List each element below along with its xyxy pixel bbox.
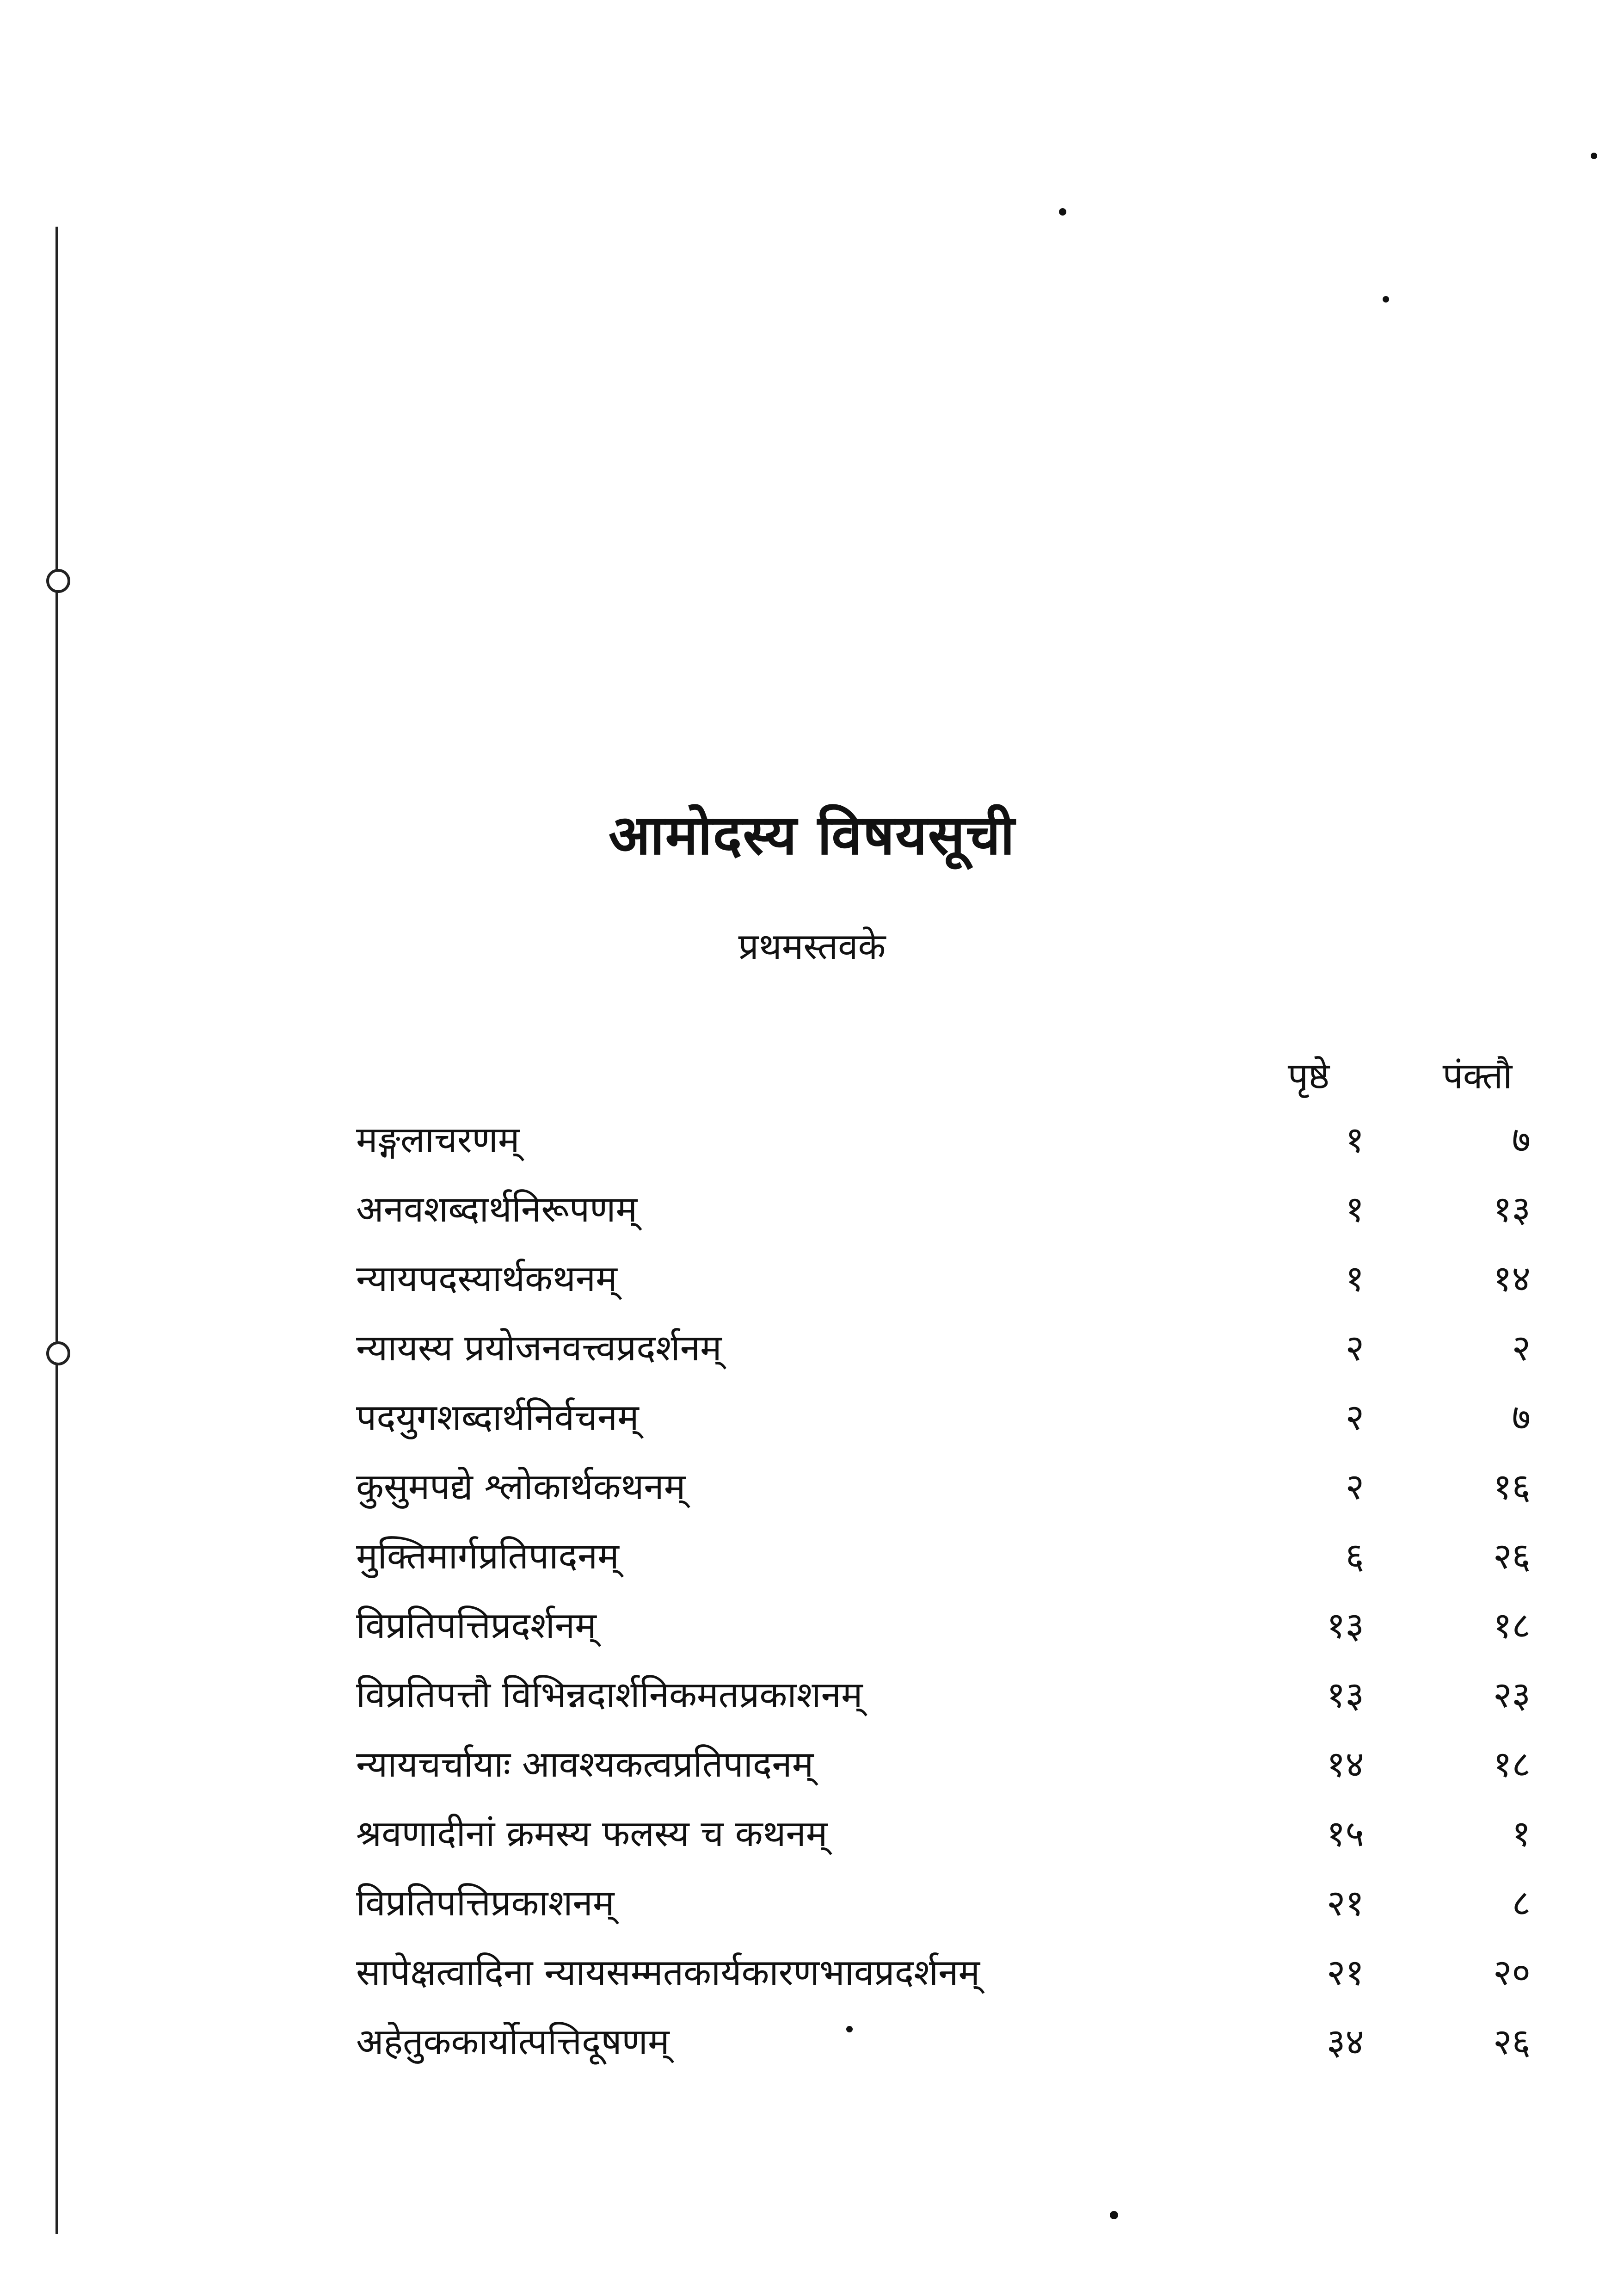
column-headers [0, 1050, 1624, 1105]
toc-page-number: १३ [1326, 1674, 1364, 1716]
toc-row [0, 1730, 1624, 1799]
toc-page-number: ३४ [1326, 2021, 1364, 2063]
toc-line-number: १ [1512, 1813, 1531, 1855]
scan-speck [1383, 296, 1389, 303]
page-title: आमोदस्य विषयसूची [609, 803, 1015, 867]
toc-topic: सापेक्षत्वादिना न्यायसम्मतकार्यकारणभावप्रदर्शनम् [356, 1952, 980, 1994]
toc-row [0, 1591, 1624, 1661]
page-column-header: पृष्ठे [1287, 1056, 1330, 1097]
toc-row [0, 1383, 1624, 1452]
toc-topic: न्यायचर्चायाः आवश्यकत्वप्रतिपादनम् [356, 1744, 814, 1785]
toc-page-number: २ [1345, 1397, 1364, 1439]
toc-topic: पदयुगशब्दार्थनिर्वचनम् [356, 1397, 639, 1439]
toc-topic: कुसुमपद्ये श्लोकार्थकथनम् [356, 1466, 686, 1508]
toc-line-number: २६ [1493, 1536, 1531, 1577]
toc-line-number: १६ [1493, 1466, 1531, 1508]
toc-page-number: २१ [1326, 1952, 1364, 1994]
toc-row [0, 1522, 1624, 1591]
toc-line-number: २६ [1493, 2021, 1531, 2063]
toc-topic: मङ्गलाचरणम् [356, 1119, 520, 1161]
toc-line-number: २३ [1493, 1674, 1531, 1716]
scan-speck [1591, 153, 1597, 159]
toc-row [0, 1314, 1624, 1383]
scan-speck [1110, 2211, 1118, 2219]
toc-row [0, 1661, 1624, 1730]
toc-page-number: २१ [1326, 1883, 1364, 1924]
toc-topic: न्यायस्य प्रयोजनवत्त्वप्रदर्शनम् [356, 1327, 722, 1369]
toc-topic: विप्रतिपत्तिप्रकाशनम् [356, 1883, 615, 1924]
toc-line-number: १३ [1493, 1189, 1531, 1230]
toc-row [0, 1869, 1624, 1938]
toc-page-number: १ [1345, 1119, 1364, 1161]
toc-row [0, 1938, 1624, 2007]
toc-topic: अनवशब्दार्थनिरूपणम् [356, 1189, 638, 1230]
toc-topic: अहेतुककार्योत्पत्तिदूषणम् [356, 2021, 670, 2063]
toc-topic: विप्रतिपत्तिप्रदर्शनम् [356, 1605, 597, 1647]
toc-page-number: १३ [1326, 1605, 1364, 1647]
section-subtitle: प्रथमस्तवके [738, 926, 886, 968]
binding-hole-icon [46, 569, 70, 593]
toc-line-number: १८ [1493, 1605, 1531, 1647]
toc-line-number: १४ [1493, 1258, 1531, 1300]
table-of-contents [0, 1105, 1624, 2077]
toc-line-number: ७ [1512, 1119, 1531, 1161]
toc-row [0, 1105, 1624, 1175]
toc-line-number: १८ [1493, 1744, 1531, 1785]
toc-topic: विप्रतिपत्तौ विभिन्नदार्शनिकमतप्रकाशनम् [356, 1674, 863, 1716]
toc-topic: न्यायपदस्यार्थकथनम् [356, 1258, 617, 1300]
toc-row [0, 1799, 1624, 1869]
toc-page-number: २ [1345, 1327, 1364, 1369]
toc-row [0, 1452, 1624, 1522]
toc-page-number: १ [1345, 1258, 1364, 1300]
line-column-header: पंक्तौ [1442, 1056, 1513, 1097]
toc-line-number: ७ [1512, 1397, 1531, 1439]
toc-page-number: १४ [1326, 1744, 1364, 1785]
toc-row [0, 1175, 1624, 1244]
toc-page-number: २ [1345, 1466, 1364, 1508]
toc-row [0, 2007, 1624, 2077]
toc-page-number: ६ [1345, 1536, 1364, 1577]
toc-line-number: ८ [1512, 1883, 1531, 1924]
toc-row [0, 1244, 1624, 1314]
toc-topic: मुक्तिमार्गप्रतिपादनम् [356, 1536, 619, 1577]
toc-page-number: १५ [1326, 1813, 1364, 1855]
toc-line-number: २ [1512, 1327, 1531, 1369]
toc-page-number: १ [1345, 1189, 1364, 1230]
toc-topic: श्रवणादीनां क्रमस्य फलस्य च कथनम् [356, 1813, 828, 1855]
scan-speck [1059, 208, 1066, 216]
toc-line-number: २० [1493, 1952, 1531, 1994]
